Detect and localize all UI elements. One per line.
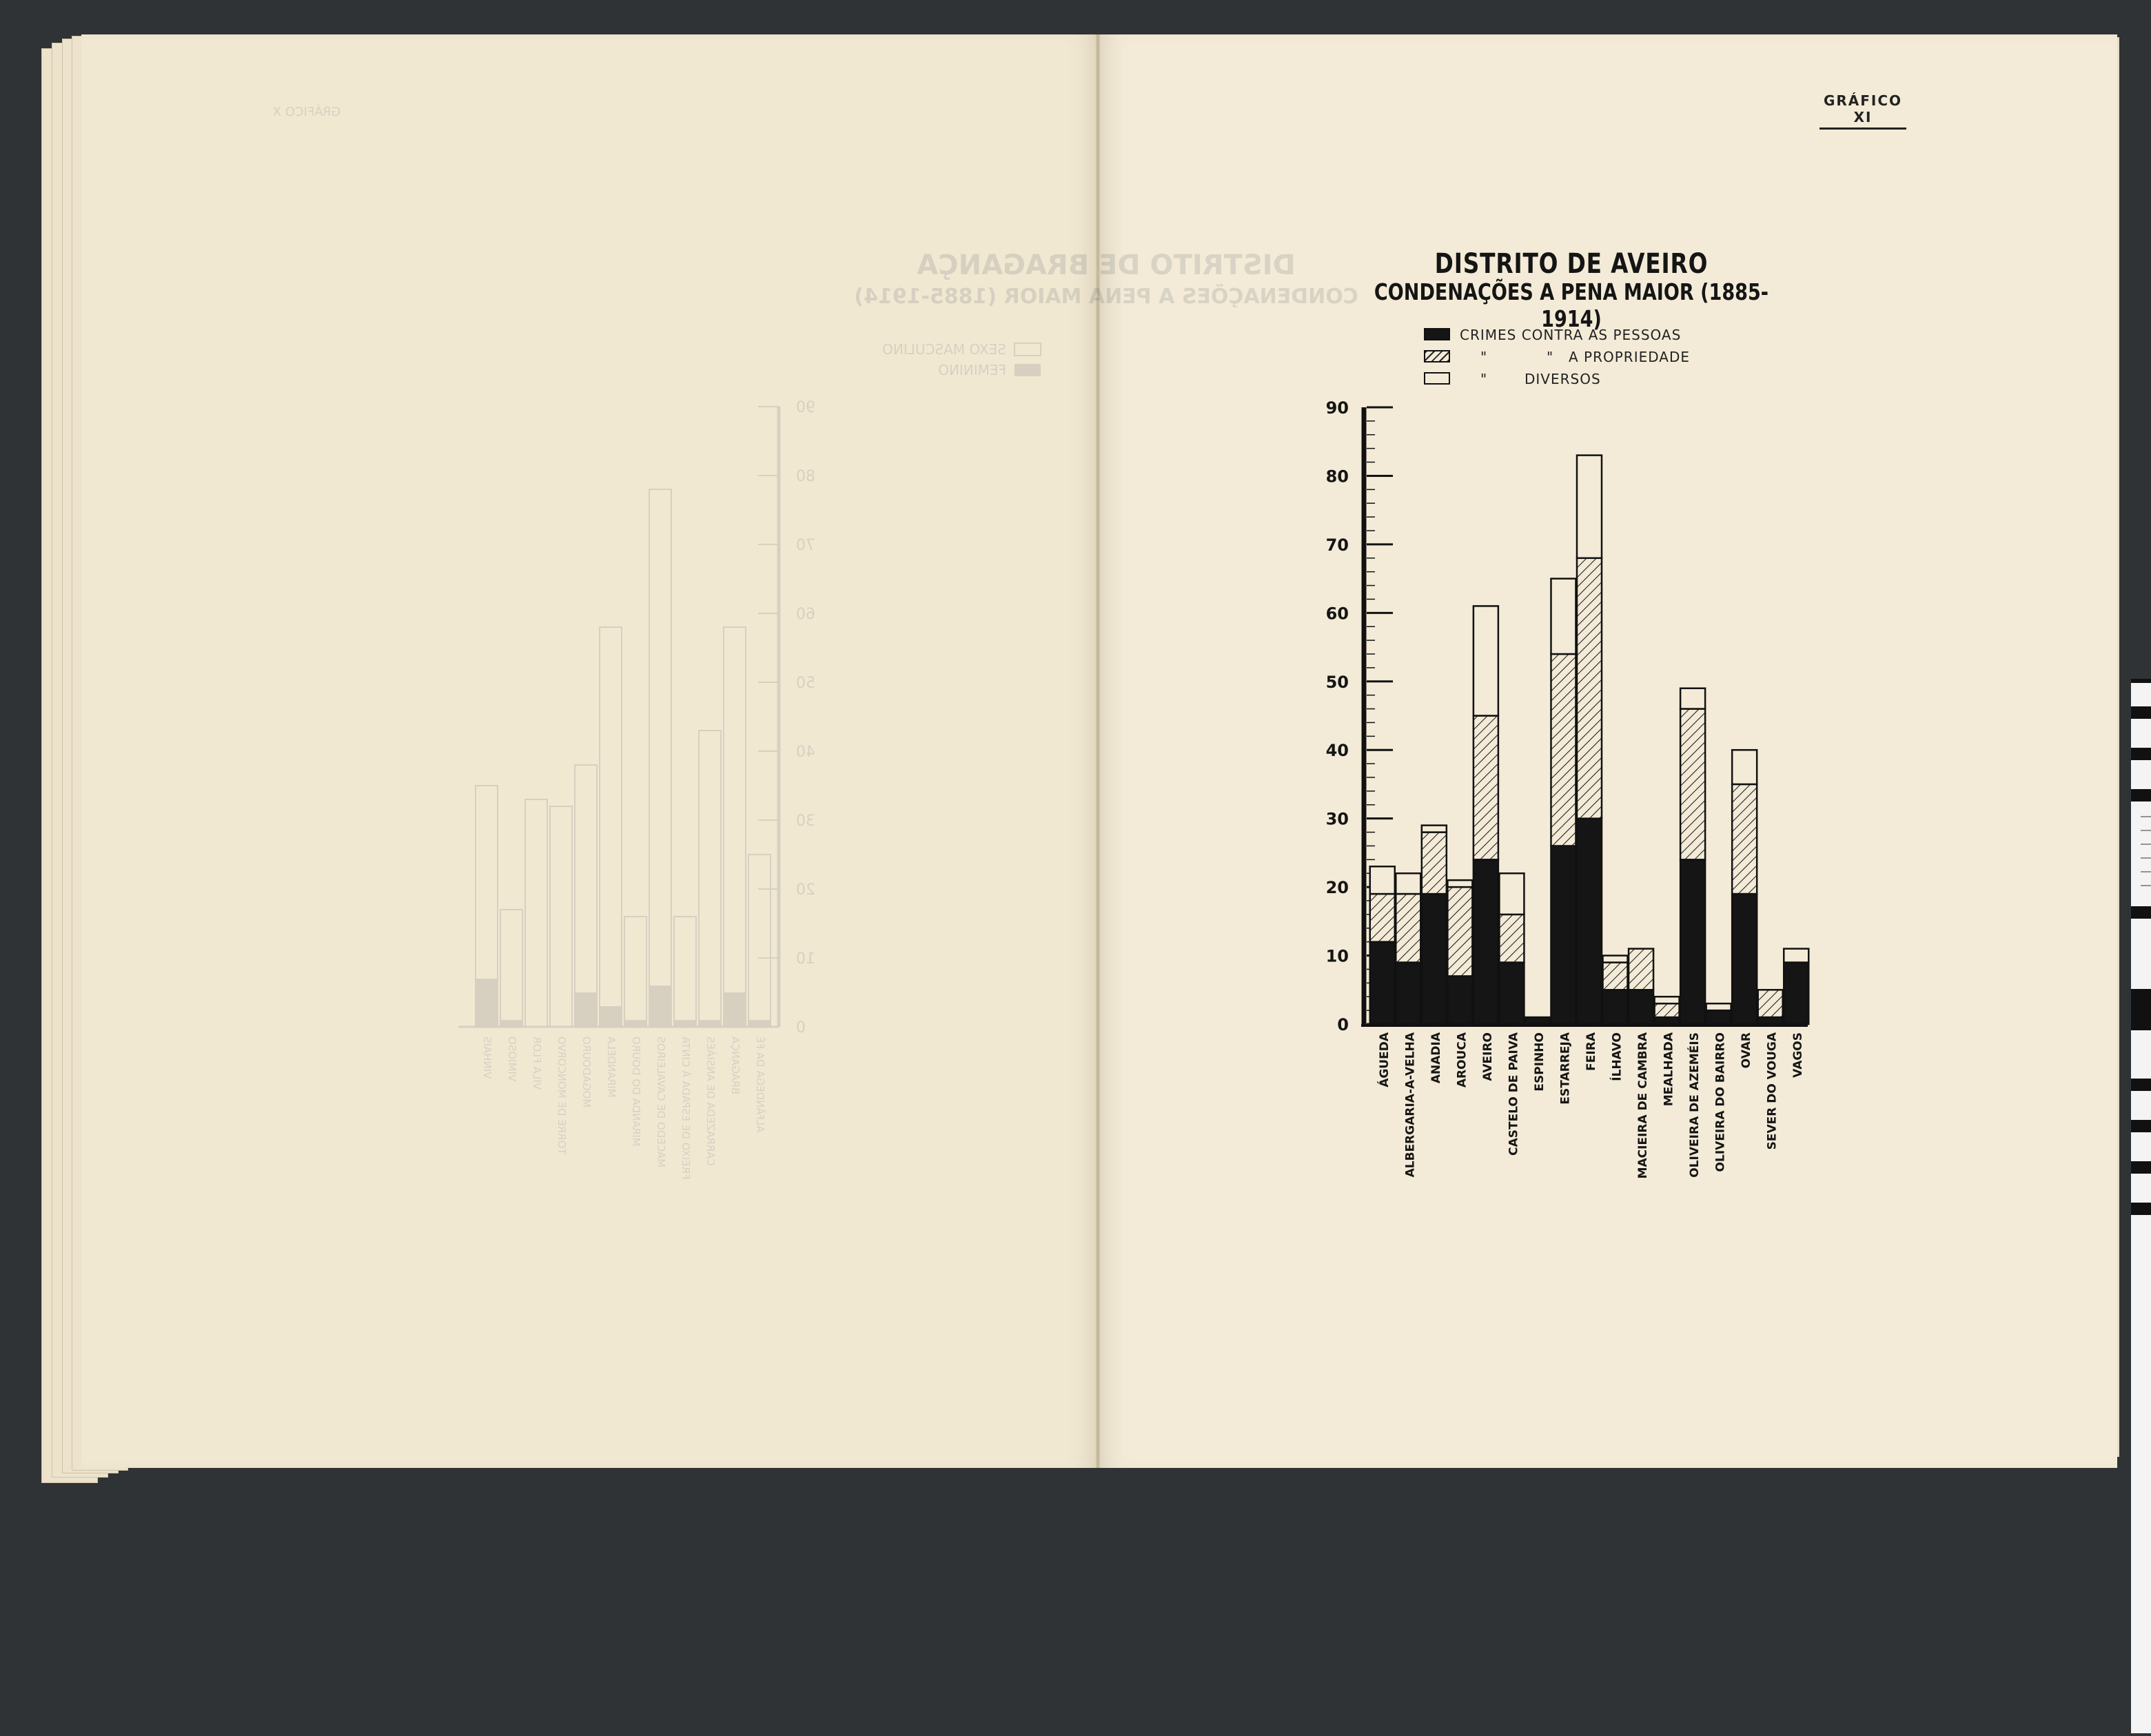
bar-segment-diverse xyxy=(1474,606,1498,715)
x-category-label: OLIVEIRA DE AZEMÉIS xyxy=(1688,1032,1702,1178)
bar-segment-property xyxy=(1577,558,1602,819)
bar-segment-property xyxy=(1551,654,1576,846)
bar-segment-property xyxy=(1474,716,1498,860)
legend-ditto-property-a: " xyxy=(1480,349,1488,365)
x-category-label: OLIVEIRA DO BAIRRO xyxy=(1713,1032,1728,1172)
chart-title: DISTRITO DE AVEIRO xyxy=(1434,248,1709,280)
ghost-y-tick-label: 60 xyxy=(796,606,815,623)
ghost-y-tick-label: 70 xyxy=(796,537,815,554)
legend-label-property: A PROPRIEDADE xyxy=(1569,349,1690,365)
y-tick-label: 50 xyxy=(1325,672,1349,692)
y-tick-label: 20 xyxy=(1325,878,1349,898)
x-category-label: ANADIA xyxy=(1429,1032,1443,1084)
x-category-label: AROUCA xyxy=(1455,1032,1469,1088)
y-tick-label: 90 xyxy=(1325,398,1349,418)
bar-segment-diverse xyxy=(1680,688,1705,709)
x-category-label: MEALHADA xyxy=(1662,1032,1676,1107)
ghost-category-label: VILA FLOR xyxy=(531,1037,543,1090)
ghost-legend-female: FEMININO xyxy=(938,362,1006,378)
bar-segment-person xyxy=(1732,894,1757,1024)
x-category-label: OVAR xyxy=(1740,1032,1754,1069)
ghost-category-label: MOGADOURO xyxy=(580,1037,593,1108)
bar-segment-person xyxy=(1603,990,1628,1024)
bar-segment-diverse xyxy=(1447,880,1472,887)
bar-segment-person xyxy=(1499,963,1524,1025)
bar-segment-diverse xyxy=(1706,1003,1731,1010)
x-category-label: ESPINHO xyxy=(1532,1032,1547,1092)
legend-ditto-diverse: " xyxy=(1480,371,1488,387)
ghost-category-label: CARRAZEDA DE ANSIÃES xyxy=(704,1037,717,1166)
ghost-category-label: MIRANDA DO DOURO xyxy=(630,1037,642,1147)
bar-segment-diverse xyxy=(1422,826,1447,833)
bar-segment-property xyxy=(1680,709,1705,860)
ghost-y-tick-label: 30 xyxy=(796,813,815,830)
bar-segment-property xyxy=(1732,784,1757,894)
bar-segment-property xyxy=(1629,949,1653,990)
bar-segment-diverse xyxy=(1551,579,1576,654)
ghost-tag: GRÁFICO X xyxy=(272,105,341,119)
ghost-y-tick-label: 10 xyxy=(796,950,815,968)
bar-segment-person xyxy=(1655,1017,1680,1024)
bar-segment-person xyxy=(1680,859,1705,1024)
ghost-title: DISTRITO DE BRAGANÇA xyxy=(917,249,1296,281)
x-category-label: ÍLHAVO xyxy=(1610,1032,1624,1081)
bar-segment-person xyxy=(1706,1010,1731,1024)
bar-segment-property xyxy=(1758,990,1783,1017)
x-category-label: VAGOS xyxy=(1791,1032,1806,1078)
ghost-y-tick-label: 20 xyxy=(796,881,815,899)
ghost-category-label: MACEDO DE CAVALEIROS xyxy=(655,1037,667,1168)
bar-segment-diverse xyxy=(1396,873,1420,894)
ghost-subtitle: CONDENAÇÕES A PENA MAIOR (1885-1914) xyxy=(854,285,1358,309)
bar-segment-diverse xyxy=(1655,997,1680,1003)
ghost-category-label: ALFÂNDEGA DA FÉ xyxy=(754,1037,766,1133)
x-category-label: AVEIRO xyxy=(1480,1032,1495,1081)
bar-segment-person xyxy=(1784,963,1808,1025)
legend-ditto-property-b: " xyxy=(1547,349,1554,365)
ghost-y-tick-label: 40 xyxy=(796,744,815,761)
legend-label-diverse: DIVERSOS xyxy=(1525,371,1601,387)
x-category-label: ÁGUEDA xyxy=(1377,1032,1391,1087)
bar-segment-person xyxy=(1551,846,1576,1024)
bar-segment-diverse xyxy=(1784,949,1808,963)
bar-segment-person xyxy=(1629,990,1653,1024)
ghost-y-tick-label: 0 xyxy=(796,1019,806,1037)
ghost-category-label: MIRANDELA xyxy=(605,1037,618,1098)
bar-segment-person xyxy=(1396,963,1420,1025)
bar-segment-person xyxy=(1525,1017,1550,1024)
y-tick-label: 70 xyxy=(1325,535,1349,555)
bar-segment-diverse xyxy=(1577,456,1602,558)
bar-segment-diverse xyxy=(1603,956,1628,963)
bar-segment-property xyxy=(1655,1003,1680,1017)
x-category-label: SEVER DO VOUGA xyxy=(1765,1032,1780,1150)
y-tick-label: 80 xyxy=(1325,467,1349,487)
ghost-category-label: VIMIOSO xyxy=(506,1037,518,1082)
bar-segment-diverse xyxy=(1370,866,1395,894)
x-category-label: MACIEIRA DE CAMBRA xyxy=(1636,1032,1651,1179)
ghost-category-label: VINHAIS xyxy=(481,1037,493,1079)
y-tick-label: 0 xyxy=(1337,1015,1349,1034)
x-category-label: ESTARREJA xyxy=(1558,1032,1573,1105)
ghost-category-label: TORRE DE MONCORVO xyxy=(555,1037,568,1155)
bar-segment-person xyxy=(1422,894,1447,1024)
legend-label-person: CRIMES CONTRA AS PESSOAS xyxy=(1460,327,1682,343)
ghost-category-label: FREIXO DE ESPADA À CINTA xyxy=(680,1037,692,1180)
y-tick-label: 60 xyxy=(1325,604,1349,624)
bar-segment-person xyxy=(1577,819,1602,1024)
bar-segment-diverse xyxy=(1732,750,1757,784)
x-category-label: FEIRA xyxy=(1584,1032,1598,1071)
y-tick-label: 10 xyxy=(1325,946,1349,966)
ghost-category-label: BRAGANÇA xyxy=(729,1037,742,1094)
bar-segment-property xyxy=(1422,833,1447,895)
grafico-tag: GRÁFICO XI xyxy=(1819,92,1906,130)
ghost-y-tick-label: 80 xyxy=(796,468,815,485)
y-tick-label: 30 xyxy=(1325,809,1349,829)
ghost-y-tick-label: 50 xyxy=(796,675,815,692)
bar-segment-property xyxy=(1603,963,1628,990)
ghost-legend-male: SEXO MASCULINO xyxy=(882,341,1006,358)
bar-segment-person xyxy=(1758,1017,1783,1024)
bar-segment-property xyxy=(1396,894,1420,962)
ghost-y-tick-label: 90 xyxy=(796,399,815,416)
bar-segment-property xyxy=(1370,894,1395,942)
bar-segment-person xyxy=(1370,942,1395,1024)
bar-segment-property xyxy=(1499,915,1524,963)
y-tick-label: 40 xyxy=(1325,741,1349,761)
bar-segment-person xyxy=(1447,976,1472,1024)
chart-subtitle: CONDENAÇÕES A PENA MAIOR (1885-1914) xyxy=(1374,278,1769,332)
x-category-label: CASTELO DE PAIVA xyxy=(1507,1032,1521,1156)
x-category-label: ALBERGARIA-A-VELHA xyxy=(1403,1032,1418,1178)
bar-segment-person xyxy=(1474,859,1498,1024)
bar-segment-diverse xyxy=(1499,873,1524,915)
bar-segment-property xyxy=(1447,887,1472,976)
